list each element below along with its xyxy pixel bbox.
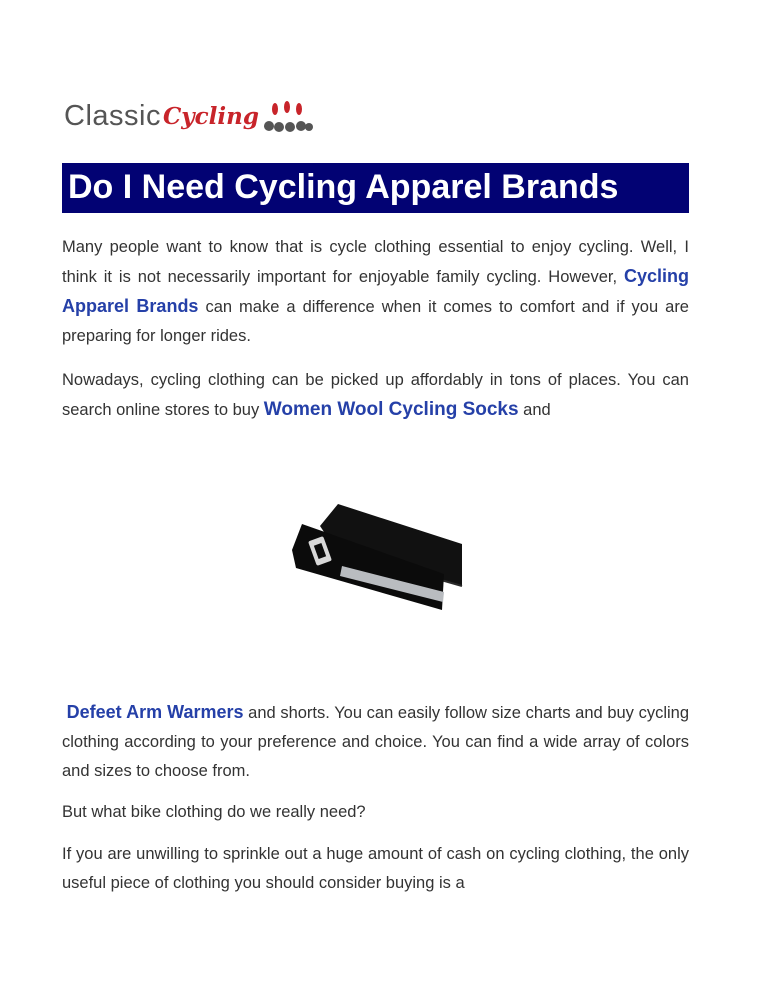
intro-text-a: Many people want to know that is cycle clothing essential to enjoy cycling. Well, I think it is not necessarily important for enjoyable family cycling. However, — [62, 238, 689, 286]
title-banner — [62, 163, 689, 213]
link-women-wool-cycling-socks[interactable]: Women Wool Cycling Socks — [263, 399, 519, 420]
nowadays-text-a: Nowadays, cycling clothing can be picked up affordably in tons of places. You can search online stores to buy — [62, 371, 689, 419]
paragraph-arm-warmers — [62, 698, 689, 786]
logo-cycling-text: Cycling — [162, 102, 259, 130]
arm-warmers-image — [282, 488, 482, 618]
arm-warmers-text-b: and shorts. You can easily follow size charts and buy cycling clothing according to your preference and choice. You can find a wide array of colors and sizes to choose from. — [62, 704, 689, 780]
paragraph-unwilling: If you are unwilling to sprinkle out a huge amount of cash on cycling clothing, the only useful piece of clothing you should consider buying is a — [62, 845, 689, 892]
link-cycling-apparel-brands[interactable]: Cycling Apparel Brands — [62, 266, 689, 316]
nowadays-text-b: and — [518, 401, 551, 419]
intro-text-b: can make a difference when it comes to comfort and if you are preparing for longer rides. — [62, 298, 689, 345]
page-title: Do I Need Cycling Apparel Brands — [68, 168, 619, 206]
link-defeet-arm-warmers[interactable]: Defeet Arm Warmers — [66, 702, 244, 722]
paragraph-intro — [62, 233, 689, 351]
logo-classic-text: Classic — [64, 99, 161, 132]
riders-icon — [263, 97, 313, 135]
classic-cycling-logo — [64, 92, 313, 140]
paragraph-nowadays — [62, 366, 689, 425]
arm-warmers-illustration — [282, 488, 482, 618]
paragraph-question: But what bike clothing do we really need? — [62, 803, 366, 821]
